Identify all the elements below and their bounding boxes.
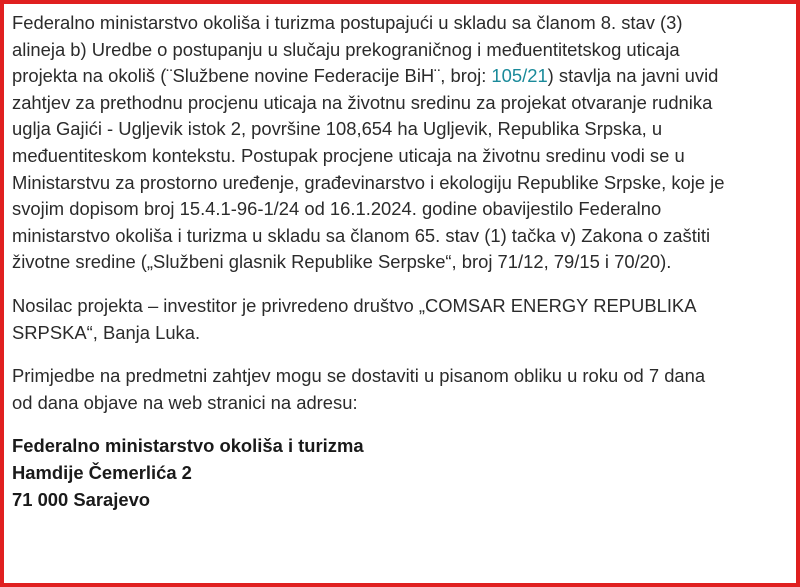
text-line: od dana objave na web stranici na adresu: [12,391,358,413]
text-line: uglja Gajići - Ugljevik istok 2, površine 108,654 ha Ugljevik, Republika Srpska, u [12,118,663,140]
text-line [12,63,792,90]
paragraph-comments [12,363,792,416]
text-line: međuentiteskom kontekstu. Postupak procjene uticaja na životnu sredinu vodi se u [12,144,685,166]
paragraph-gap [12,346,792,363]
address-street: Hamdije Čemerlića 2 [12,461,192,483]
gazette-number-link[interactable]: 105/21 [491,65,548,87]
text-line: životne sredine („Službeni glasnik Republike Serpske“, broj 71/12, 79/15 i 70/20). [12,251,672,273]
text-line: Federalno ministarstvo okoliša i turizma postupajući u skladu sa članom 8. stav (3) [12,12,683,33]
text-segment: ) stavlja na javni uvid [547,65,719,87]
address-city: 71 000 Sarajevo [12,488,151,510]
text-line: SRPSKA“, Banja Luka. [12,321,201,343]
paragraph-investor [12,293,792,346]
paragraph-announcement [12,10,792,276]
text-line: Primjedbe na predmetni zahtjev mogu se dostaviti u pisanom obliku u roku od 7 dana [12,365,706,387]
text-segment: projekta na okoliš (¨Službene novine Federacije BiH¨, broj: [12,65,492,87]
text-line: Ministarstvu za prostorno uređenje, građevinarstvo i ekologiju Republike Srpske, koje je [12,171,725,193]
paragraph-gap [12,416,792,433]
text-line: alineja b) Uredbe o postupanju u slučaju prekograničnog i međuentitetskog uticaja [12,38,680,60]
text-line: Nosilac projekta – investitor je privredeno društvo „COMSAR ENERGY REPUBLIKA [12,294,697,316]
text-line: svojim dopisom broj 15.4.1-96-1/24 od 16.1.2024. godine obavijestilo Federalno [12,198,662,220]
address-block [12,433,792,513]
text-line: zahtjev za prethodnu procjenu uticaja na životnu sredinu za projekat otvaranje rudnika [12,91,713,113]
address-name: Federalno ministarstvo okoliša i turizma [12,435,364,457]
text-line: ministarstvo okoliša i turizma u skladu sa članom 65. stav (1) tačka v) Zakona o zaštiti [12,224,711,246]
paragraph-gap [12,276,792,293]
notice-content [12,10,792,513]
